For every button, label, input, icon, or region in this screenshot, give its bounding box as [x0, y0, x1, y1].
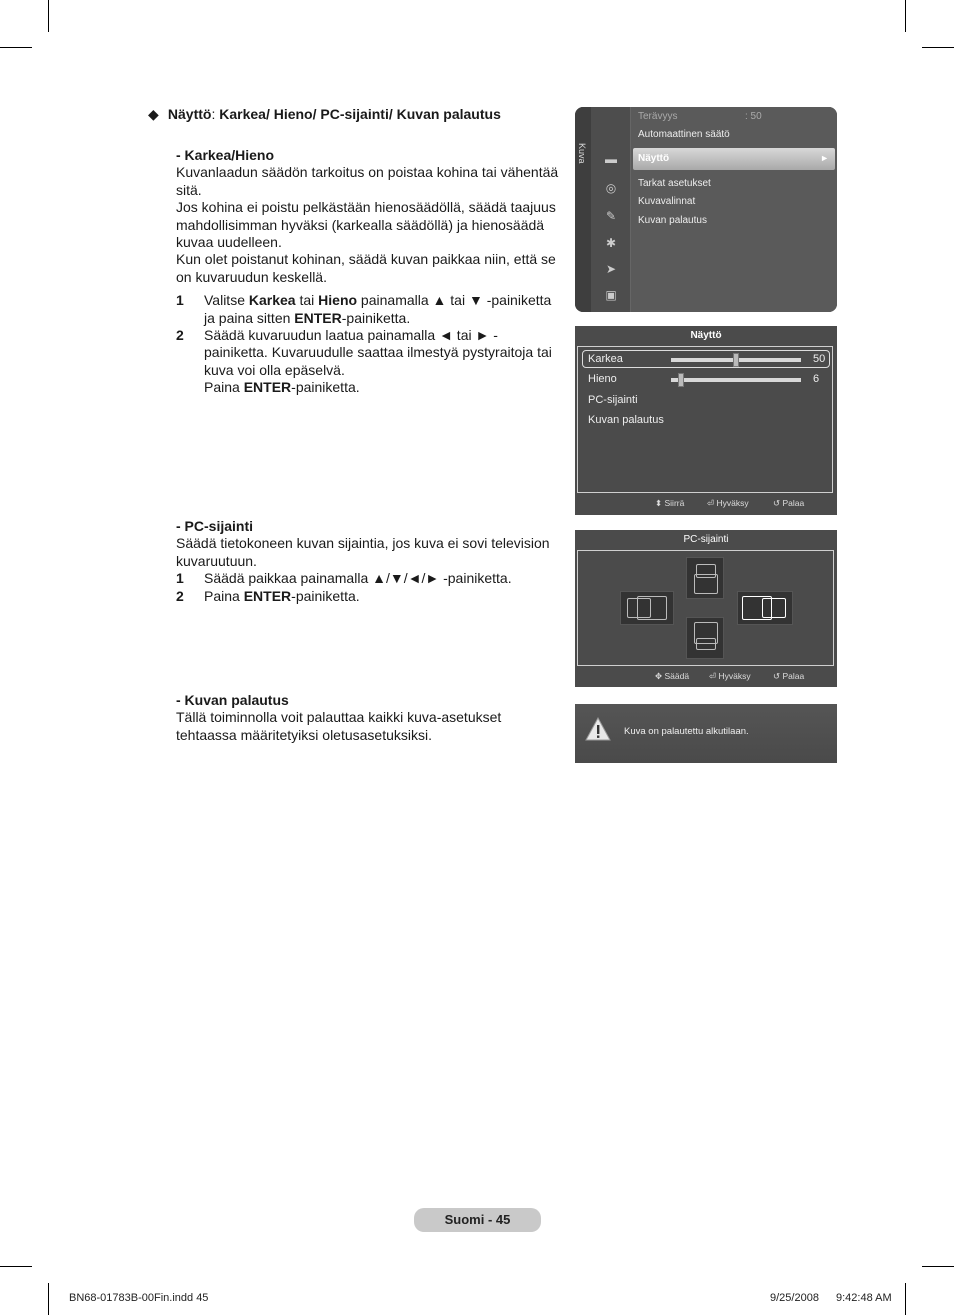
footer-enter: ⏎ Hyväksy — [709, 671, 751, 681]
position-right-box[interactable] — [737, 591, 793, 625]
return-icon: ↺ — [773, 671, 781, 681]
reset-message-text: Kuva on palautettu alkutilaan. — [624, 726, 749, 737]
osd-frame — [577, 346, 833, 493]
step-text: Valitse Karkea tai Hieno painamalla ▲ tai ▼ -painiketta ja paina sitten ENTER-painiketta. — [204, 292, 552, 326]
row-pc-position[interactable]: PC-sijainti — [588, 394, 638, 406]
osd-pc-position — [575, 530, 837, 687]
osd-picture-menu — [575, 107, 837, 312]
move-icon: ✥ — [655, 671, 663, 681]
slider-thumb[interactable] — [678, 373, 684, 387]
coarse-fine-paragraph: Kuvanlaadun säädön tarkoitus on poistaa kohina tai vähentää sitä. — [176, 164, 559, 198]
enter-icon: ⏎ — [707, 498, 715, 508]
pc-position-title: - PC-sijainti — [176, 518, 254, 534]
application-icon[interactable]: ▣ — [605, 288, 617, 302]
warning-icon — [585, 717, 611, 741]
position-left-box[interactable] — [620, 591, 674, 625]
crop-mark — [922, 1266, 954, 1267]
step-text: Säädä kuvaruudun laatua painamalla ◄ tai ► -painiketta. Kuvaruudulle saattaa ilmestyä pystyraitoja tai kuva voi olla epäselvä. Paina ENTER-painiketta. — [204, 327, 552, 396]
coarse-fine-paragraph: Kun olet poistanut kohinan, säädä kuvan paikkaa niin, että se on kuvaruudun keskellä. — [176, 251, 556, 285]
step-number: 2 — [176, 327, 184, 344]
menu-item-detailed-settings[interactable]: Tarkat asetukset — [638, 178, 711, 189]
menu-item-sharpness[interactable]: Terävyys : 50 — [638, 111, 762, 122]
menu-vertical-label: Kuva — [577, 143, 587, 164]
heading-label: Näyttö — [167, 106, 212, 122]
osd-reset-message — [575, 704, 837, 763]
menu-item-auto-adjust[interactable]: Automaattinen säätö — [638, 129, 730, 140]
footer-back: ↺ Palaa — [773, 498, 805, 508]
image-reset-section — [176, 692, 561, 744]
position-down-box[interactable] — [686, 617, 724, 659]
heading-separator: : — [211, 106, 216, 122]
slider-thumb[interactable] — [733, 353, 739, 367]
menu-item-picture-options[interactable]: Kuvavalinnat — [638, 196, 696, 207]
enter-icon: ⏎ — [709, 671, 717, 681]
image-reset-paragraph: Tällä toiminnolla voit palauttaa kaikki kuva-asetukset tehtaassa määritetyiksi oletusasetuksiksi. — [176, 709, 502, 743]
step-2 — [176, 327, 561, 397]
coarse-fine-title: - Karkea/Hieno — [176, 147, 275, 163]
menu-side-strip — [575, 107, 591, 312]
page-number-tab: Suomi - 45 — [414, 1208, 541, 1232]
input-icon[interactable]: ➤ — [605, 262, 617, 276]
heading-options: Karkea/ Hieno/ PC-sijainti/ Kuvan palautus — [219, 106, 501, 122]
coarse-value: 50 — [813, 353, 826, 365]
step-number: 1 — [176, 292, 184, 309]
position-up-box[interactable] — [686, 557, 724, 599]
crop-mark — [905, 0, 906, 32]
osd-frame — [577, 550, 834, 666]
fine-slider[interactable] — [671, 378, 801, 382]
row-image-reset[interactable]: Kuvan palautus — [588, 414, 664, 426]
fine-value: 6 — [813, 373, 820, 385]
coarse-fine-section — [176, 147, 561, 397]
diamond-bullet-icon: ◆ — [148, 106, 159, 122]
crop-mark — [922, 47, 954, 48]
crop-mark — [0, 1266, 32, 1267]
section-heading — [148, 106, 501, 123]
footer-enter: ⏎ Hyväksy — [707, 498, 749, 508]
step-1 — [176, 292, 561, 327]
crop-mark — [0, 47, 32, 48]
step-number: 2 — [176, 587, 184, 604]
coarse-fine-paragraph: Jos kohina ei poistu pelkästään hienosäädöllä, säädä taajuus mahdollisimman hyväksi (karkealla säädöllä) ja hienosäädä kuvaa uudelleen. — [176, 199, 556, 251]
row-coarse-label[interactable]: Karkea — [588, 353, 623, 365]
menu-item-display-selected[interactable]: Näyttö ► — [633, 148, 835, 170]
return-icon: ↺ — [773, 498, 781, 508]
sound-icon[interactable]: ◎ — [605, 181, 617, 195]
row-fine-label[interactable]: Hieno — [588, 373, 617, 385]
channel-icon[interactable]: ✎ — [605, 209, 617, 223]
menu-item-picture-reset[interactable]: Kuvan palautus — [638, 215, 707, 226]
osd-title: PC-sijainti — [683, 534, 729, 545]
crop-mark — [48, 1283, 49, 1315]
osd-display-menu — [575, 326, 837, 515]
step-1 — [176, 570, 561, 587]
file-date: 9/25/2008 — [770, 1292, 819, 1304]
image-reset-title: - Kuvan palautus — [176, 692, 289, 708]
step-text: Säädä paikkaa painamalla ▲/▼/◄/► -painiketta. — [204, 570, 512, 587]
arrow-right-icon: ► — [820, 153, 829, 163]
step-number: 1 — [176, 570, 184, 587]
picture-icon[interactable]: ▬ — [605, 152, 617, 166]
coarse-slider[interactable] — [671, 358, 801, 362]
step-2 — [176, 588, 561, 605]
menu-icon-column — [591, 107, 631, 312]
updown-icon: ⬍ — [655, 498, 663, 508]
setup-icon[interactable]: ✱ — [605, 236, 617, 250]
crop-mark — [905, 1283, 906, 1315]
file-info: BN68-01783B-00Fin.indd 45 — [69, 1292, 209, 1304]
footer-back: ↺ Palaa — [773, 671, 805, 681]
footer-adjust: ✥ Säädä — [655, 671, 690, 681]
crop-mark — [48, 0, 49, 32]
osd-title: Näyttö — [690, 330, 722, 341]
footer-move: ⬍ Siirrä — [655, 498, 685, 508]
file-time: 9:42:48 AM — [836, 1292, 892, 1304]
menu-items — [633, 107, 837, 312]
pc-position-section — [176, 518, 561, 605]
step-text: Paina ENTER-painiketta. — [204, 587, 360, 604]
pc-position-paragraph: Säädä tietokoneen kuvan sijaintia, jos kuva ei sovi television kuvaruutuun. — [176, 535, 550, 569]
